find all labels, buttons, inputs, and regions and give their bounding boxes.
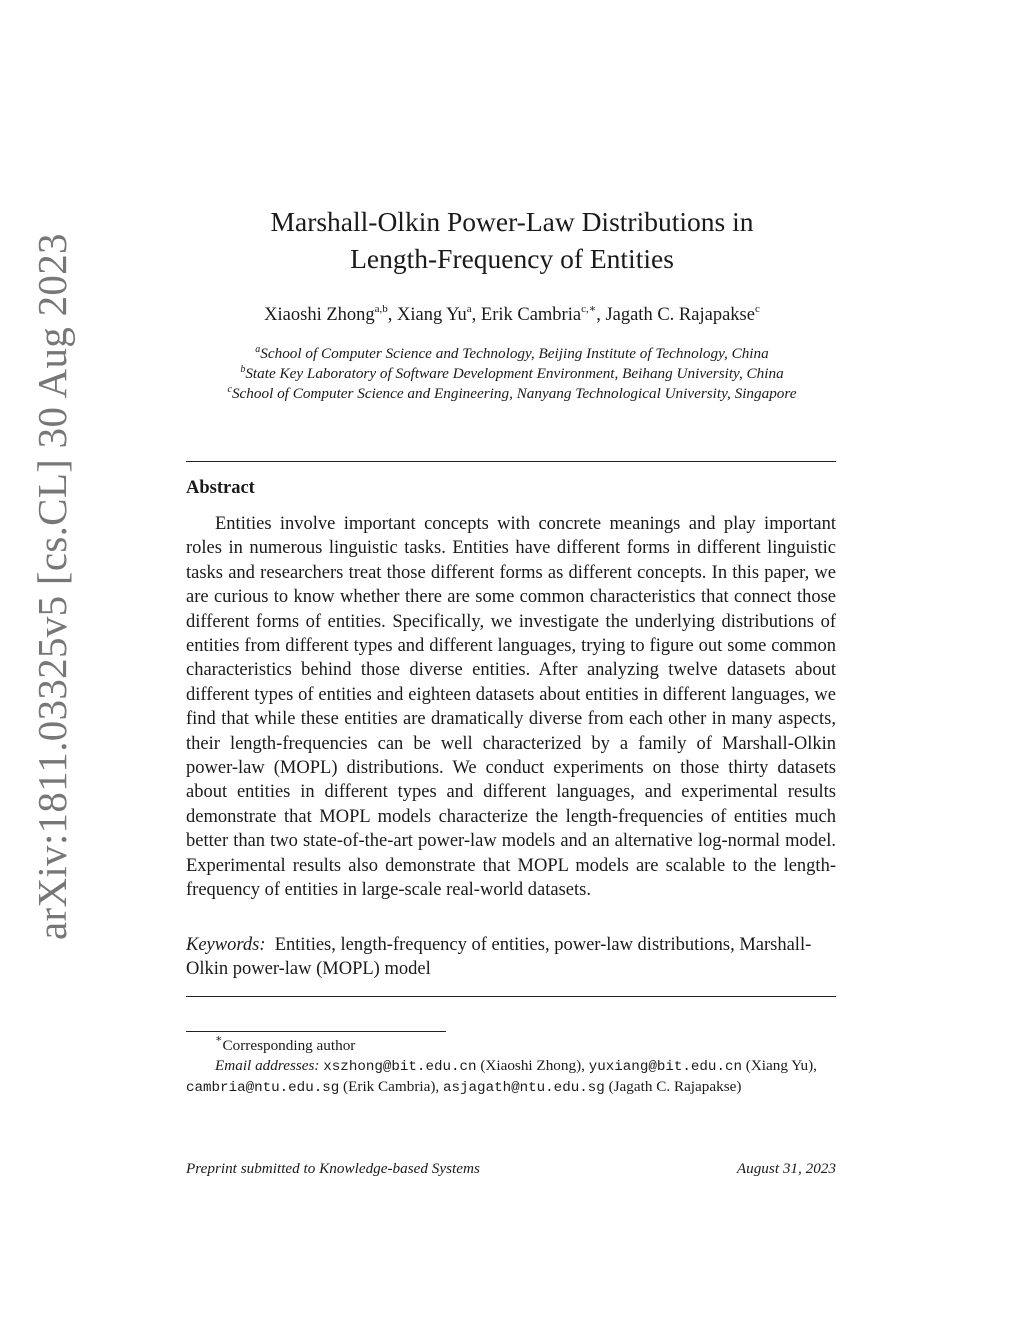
affiliations (0, 344, 1024, 404)
email-addresses: Email addresses: xszhong@bit.edu.cn (Xiaoshi Zhong), yuxiang@bit.edu.cn (Xiang Yu), cambria@ntu.edu.sg (Erik Cambria), asjagath@ntu.edu.sg (Jagath C. Rajapakse) (186, 1057, 817, 1096)
abstract-body: Entities involve important concepts with concrete meanings and play important roles in numerous linguistic tasks. Entities have different forms in different linguistic tasks and researchers treat those different forms as different concepts. In this paper, we are curious to know whether there are some common characteristics that connect those different forms of entities. Specifically, we investigate the underlying distributions of entities from different types and different languages, trying to figure out some common characteristics behind those diverse entities. After analyzing twelve datasets about different types of entities and eighteen datasets about entities in different languages, we find that while these entities are dramatically diverse from each other in many aspects, their length-frequencies can be well characterized by a family of Marshall-Olkin power-law (MOPL) distributions. We conduct experiments on those thirty datasets about entities in different types and different languages, and experimental results demonstrate that MOPL models characterize the length-frequencies of entities much better than two state-of-the-art power-law models and an alternative log-normal model. Experimental results also demonstrate that MOPL models are scalable to the length-frequency of entities in large-scale real-world datasets. (186, 514, 836, 901)
email-link[interactable]: yuxiang@bit.edu.cn (588, 1059, 742, 1075)
affiliation: $^a$School of Computer Science and Technology, Beijing Institute of Technology, China (255, 344, 769, 362)
footnote (186, 1033, 836, 1098)
paper-title (0, 203, 1024, 277)
page-footer (186, 1160, 836, 1178)
author: Erik Cambria$^{c,∗}$, (480, 303, 606, 325)
keywords-text: Entities, length-frequency of entities, power-law distributions, Marshall-Olkin power-law (MOPL) model (186, 935, 812, 980)
abstract-top-rule (186, 461, 836, 462)
affiliation: $^b$State Key Laboratory of Software Development Environment, Beihang University, China (240, 364, 784, 382)
abstract-heading: Abstract (186, 478, 255, 498)
corresponding-author-note: ∗Corresponding author (215, 1033, 356, 1054)
email-link[interactable]: cambria@ntu.edu.sg (186, 1080, 340, 1096)
title-line-2: Length-Frequency of Entities (350, 243, 674, 274)
keywords-label: Keywords: (186, 935, 266, 955)
keywords (186, 933, 836, 982)
email-link[interactable]: asjagath@ntu.edu.sg (443, 1080, 605, 1096)
author-list (0, 303, 1024, 327)
arxiv-identifier: arXiv:1811.03325v5 [cs.CL] 30 Aug 2023 (29, 233, 75, 940)
affiliation: $^c$School of Computer Science and Engineering, Nanyang Technological University, Singapore (227, 384, 797, 402)
author: Xiang Yu$^a$, (397, 303, 481, 325)
author: Xiaoshi Zhong$^{a,b}$, (264, 303, 398, 325)
title-line-1: Marshall-Olkin Power-Law Distributions in (270, 206, 754, 237)
abstract-bottom-rule (186, 996, 836, 997)
footer-date: August 31, 2023 (736, 1160, 836, 1177)
author: Jagath C. Rajapakse$^c$ (605, 303, 760, 325)
email-link[interactable]: xszhong@bit.edu.cn (323, 1059, 477, 1075)
footnote-rule (186, 1031, 446, 1032)
footer-venue: Preprint submitted to Knowledge-based Systems (186, 1160, 480, 1177)
